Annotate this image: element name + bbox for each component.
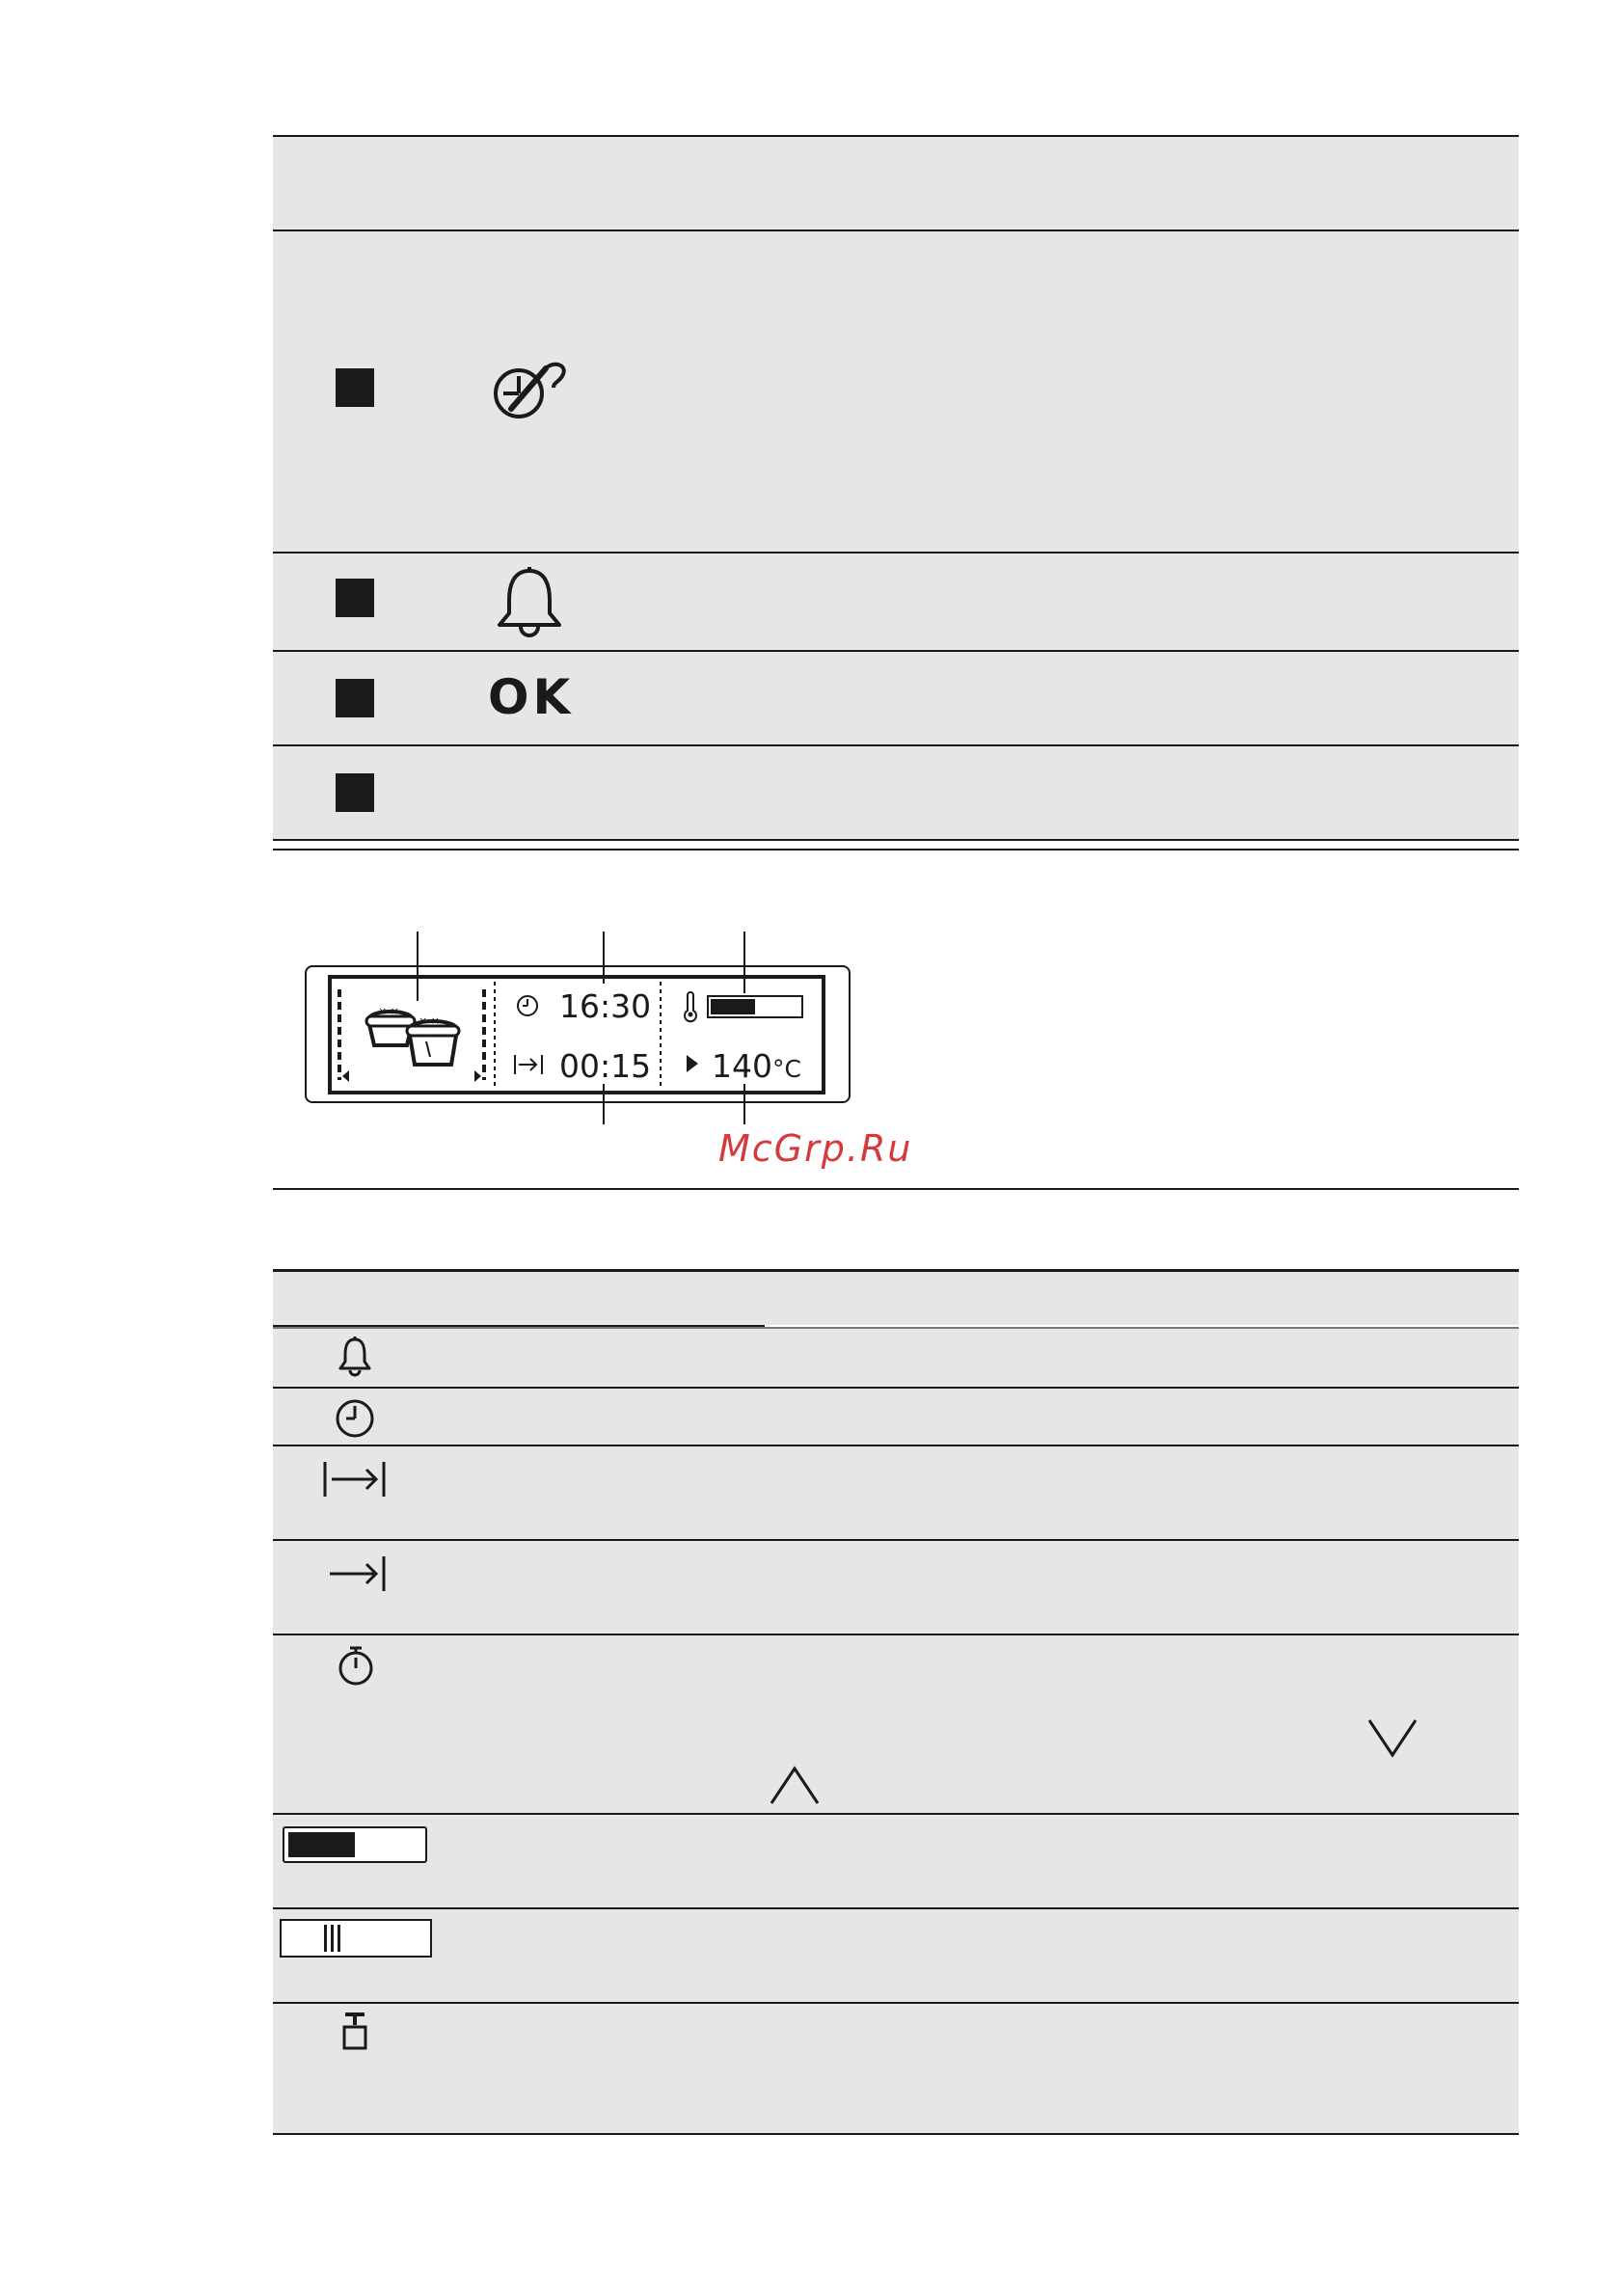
fast-heat-up-bar-stripe <box>338 1925 340 1952</box>
table-row <box>273 1909 1519 2002</box>
table-row <box>273 1815 1519 1907</box>
duration-icon <box>513 1053 544 1076</box>
display-duration: 00:15 <box>559 1047 652 1085</box>
end-time-icon <box>328 1554 388 1593</box>
chevron-down-icon <box>1367 1718 1418 1759</box>
heat-up-bar-icon <box>283 1826 427 1863</box>
play-triangle-icon <box>687 1055 698 1072</box>
meat-probe-icon <box>339 2012 370 2052</box>
svg-text:× ×: × × <box>378 1005 399 1017</box>
indicators-table-header <box>273 1272 1519 1325</box>
table-row <box>273 1541 1519 1634</box>
svg-text:× ×: × × <box>419 1014 440 1027</box>
table-row <box>273 2004 1519 2133</box>
heat-up-bar <box>707 995 803 1018</box>
watermark: McGrp.Ru <box>718 1127 913 1170</box>
ok-label: OK <box>488 669 575 725</box>
thermometer-icon <box>681 991 700 1022</box>
temperature-value: 140 <box>712 1047 772 1085</box>
stopwatch-icon <box>337 1645 375 1686</box>
table-row <box>273 1446 1519 1539</box>
duration-icon <box>322 1460 388 1499</box>
divider <box>273 1188 1519 1190</box>
display-temperature <box>712 1047 801 1085</box>
table-row <box>273 1389 1519 1445</box>
table-row <box>273 1329 1519 1387</box>
display-time: 16:30 <box>559 987 652 1025</box>
bell-icon <box>338 1337 372 1377</box>
fast-heat-up-bar-icon <box>280 1919 432 1958</box>
fast-heat-up-bar-stripe <box>331 1925 334 1952</box>
temperature-unit: °C <box>772 1055 801 1083</box>
clock-icon <box>335 1398 375 1439</box>
divider <box>273 2133 1519 2135</box>
chevron-up-icon <box>770 1765 820 1805</box>
table-row <box>273 1635 1519 1813</box>
heat-up-bar-fill <box>711 999 755 1014</box>
fast-heat-up-bar-stripe <box>324 1925 327 1952</box>
divider <box>273 1327 1519 1329</box>
heat-up-bar-fill <box>288 1832 355 1857</box>
cake-function-icon <box>365 1003 465 1072</box>
clock-icon <box>515 993 540 1018</box>
